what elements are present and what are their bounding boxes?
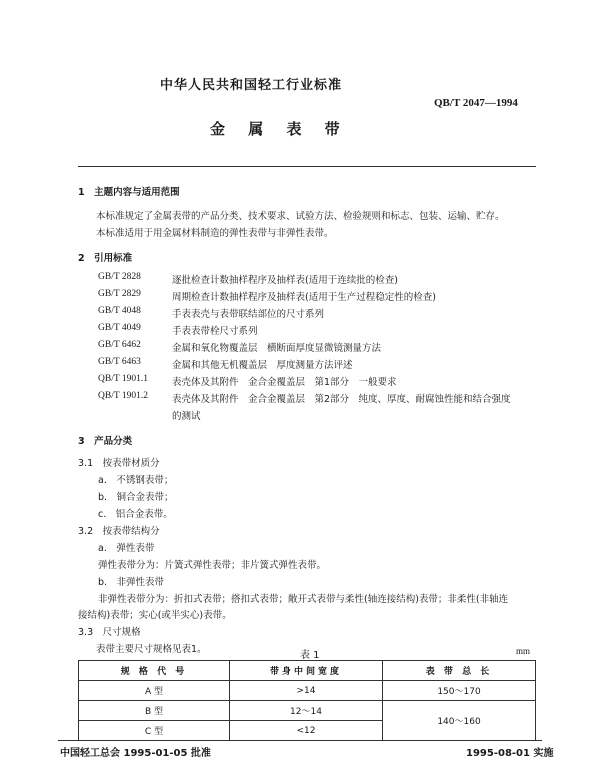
- table-cell: 140～160: [383, 701, 536, 741]
- table-row: [79, 681, 536, 701]
- ref-title: 逐批检查计数抽样程序及抽样表(适用于连续批的检查): [172, 275, 398, 286]
- subsection-3-2-heading: 3.2 按表带结构分: [78, 526, 160, 537]
- ref-title: 金属和氧化物覆盖层 横断面厚度显微镜测量方法: [172, 343, 382, 354]
- header-divider: [78, 166, 536, 167]
- ref-code: GB/T 2829: [98, 289, 141, 299]
- standard-title: 中华人民共和国轻工行业标准: [160, 78, 343, 93]
- table-cell: A 型: [79, 681, 230, 701]
- list-item: b. 非弹性表带: [98, 577, 165, 588]
- ref-code: GB/T 6462: [98, 340, 141, 350]
- body-text: 非弹性表带分为：折扣式表带；搭扣式表带；敞开式表带与柔性(轴连接结构)表带；非柔性(非轴连: [98, 594, 509, 605]
- approval-note: 中国轻工总会 1995-01-05 批准: [60, 748, 211, 759]
- ref-title: 金属和其他无机覆盖层 厚度测量方法评述: [172, 360, 353, 371]
- table-cell: 12～14: [230, 701, 383, 721]
- column-header: 表 带 总 长: [383, 661, 536, 681]
- ref-title: 表壳体及其附件 金合金覆盖层 第1部分 一般要求: [172, 377, 397, 388]
- table-cell: >14: [230, 681, 383, 701]
- body-text: 接结构)表带；实心(或半实心)表带。: [78, 610, 232, 621]
- list-item: c. 铝合金表带。: [98, 509, 173, 520]
- list-item: a. 弹性表带: [98, 543, 155, 554]
- table-unit: mm: [516, 646, 531, 656]
- ref-code: GB/T 2828: [98, 272, 141, 282]
- ref-code: QB/T 1901.1: [98, 374, 148, 384]
- table-row: [79, 701, 536, 721]
- implementation-note: 1995-08-01 实施: [466, 748, 554, 759]
- ref-code: GB/T 6463: [98, 357, 141, 367]
- list-item: b. 铜合金表带；: [98, 492, 174, 503]
- column-header: 规 格 代 号: [79, 661, 230, 681]
- ref-code: GB/T 4048: [98, 306, 141, 316]
- ref-title: 表壳体及其附件 金合金覆盖层 第2部分 纯度、厚度、耐腐蚀性能和结合强度: [172, 394, 511, 405]
- subsection-3-1-heading: 3.1 按表带材质分: [78, 458, 160, 469]
- ref-title: 周期检查计数抽样程序及抽样表(适用于生产过程稳定性的检查): [172, 292, 436, 303]
- table-header-row: [79, 661, 536, 681]
- table-cell: <12: [230, 721, 383, 741]
- ref-code: QB/T 1901.2: [98, 391, 148, 401]
- section-1-paragraph: 本标准适用于用金属材料制造的弹性表带与非弹性表带。: [96, 228, 334, 239]
- table-cell: 150～170: [383, 681, 536, 701]
- standard-code: QB/T 2047—1994: [434, 97, 518, 109]
- section-1-heading: 1 主题内容与适用范围: [78, 187, 180, 198]
- subsection-3-3-heading: 3.3 尺寸规格: [78, 627, 141, 638]
- ref-title: 手表表带栓尺寸系列: [172, 326, 258, 337]
- body-text: 弹性表带分为：片簧式弹性表带；非片簧式弹性表带。: [98, 560, 327, 571]
- footer-divider: [58, 740, 542, 741]
- document-title: 金 属 表 带: [210, 120, 349, 138]
- ref-code: GB/T 4049: [98, 323, 141, 333]
- ref-title: 手表表壳与表带联结部位的尺寸系列: [172, 309, 325, 320]
- spec-table: [78, 660, 536, 741]
- column-header: 带身中间宽度: [230, 661, 383, 681]
- table-caption: 表 1: [300, 650, 320, 661]
- table-cell: C 型: [79, 721, 230, 741]
- section-3-heading: 3 产品分类: [78, 436, 133, 447]
- section-1-paragraph: 本标准规定了金属表带的产品分类、技术要求、试验方法、检验规则和标志、包装、运输、贮存。: [96, 211, 505, 222]
- section-2-heading: 2 引用标准: [78, 253, 133, 264]
- table-cell: B 型: [79, 701, 230, 721]
- body-text: 表带主要尺寸规格见表1。: [96, 644, 207, 655]
- list-item: a. 不锈钢表带；: [98, 475, 174, 486]
- ref-title-continuation: 的测试: [172, 411, 201, 422]
